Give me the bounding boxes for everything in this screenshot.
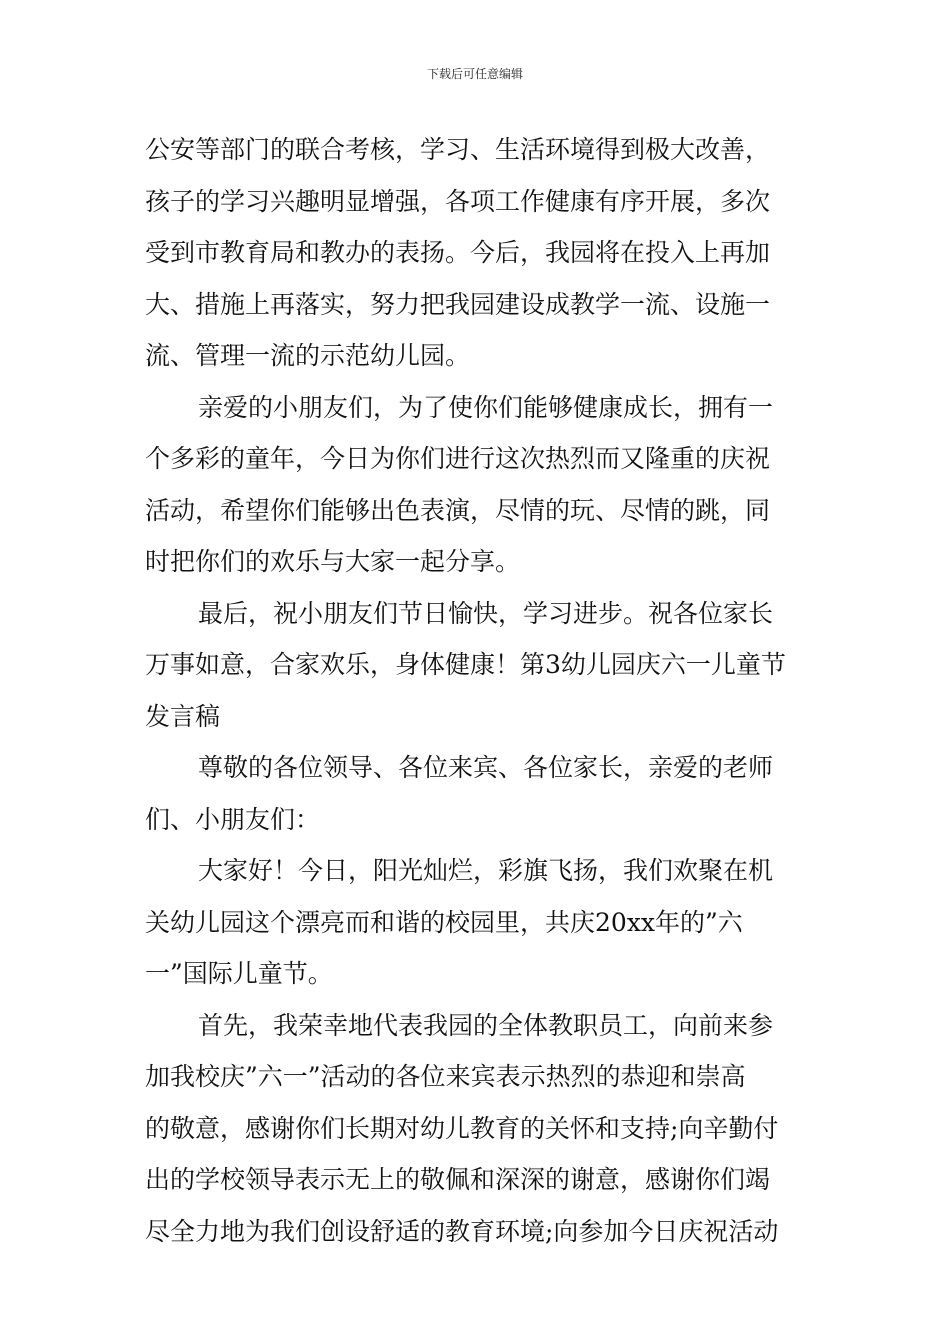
text-line: 时把你们的欢乐与大家一起分享。: [145, 547, 521, 576]
paragraph-first-line: 亲爱的小朋友们，为了使你们能够健康成长，拥有一: [198, 392, 774, 422]
text-line: 万事如意，合家欢乐，身体健康！第3幼儿园庆六一儿童节: [145, 650, 786, 679]
text-line: 出的学校领导表示无上的敬佩和深深的谢意，感谢你们竭: [145, 1165, 771, 1194]
text-line: 孩子的学习兴趣明显增强，各项工作健康有序开展，多次: [145, 186, 771, 216]
text-line: 流、管理一流的示范幼儿园。: [145, 341, 471, 370]
text-line: 的敬意，感谢你们长期对幼儿教育的关怀和支持;向辛勤付: [145, 1113, 779, 1143]
text-line: 发言稿: [145, 701, 221, 731]
text-line: 关幼儿园这个漂亮而和谐的校园里，共庆20xx年的”六: [145, 907, 743, 937]
paragraph-first-line: 大家好！今日，阳光灿烂，彩旗飞扬，我们欢聚在机: [198, 856, 774, 885]
paragraph-first-line: 最后，祝小朋友们节日愉快，学习进步。祝各位家长: [198, 598, 774, 628]
text-line: 个多彩的童年，今日为你们进行这次热烈而又隆重的庆祝: [145, 444, 771, 473]
text-line: 们、小朋友们：: [145, 804, 321, 834]
text-line: 大、措施上再落实，努力把我园建设成教学一流、设施一: [145, 289, 771, 319]
text-line: 加我校庆”六一”活动的各位来宾表示热烈的恭迎和崇高: [145, 1062, 746, 1091]
page-header: 下载后可任意编辑: [426, 67, 523, 81]
text-line: 一”国际儿童节。: [145, 959, 333, 988]
paragraph-first-line: 首先，我荣幸地代表我园的全体教职员工，向前来参: [198, 1010, 774, 1040]
document-body: [145, 124, 807, 1257]
text-line: 尽全力地为我们创设舒适的教育环境;向参加今日庆祝活动: [145, 1216, 779, 1246]
paragraph-first-line: 尊敬的各位领导、各位来宾、各位家长，亲爱的老师: [198, 753, 774, 782]
text-line: 受到市教育局和教办的表扬。今后，我园将在投入上再加: [145, 238, 771, 267]
text-line: 公安等部门的联合考核，学习、生活环境得到极大改善，: [145, 135, 771, 164]
text-line: 活动，希望你们能够出色表演，尽情的玩、尽情的跳，同: [145, 495, 771, 525]
